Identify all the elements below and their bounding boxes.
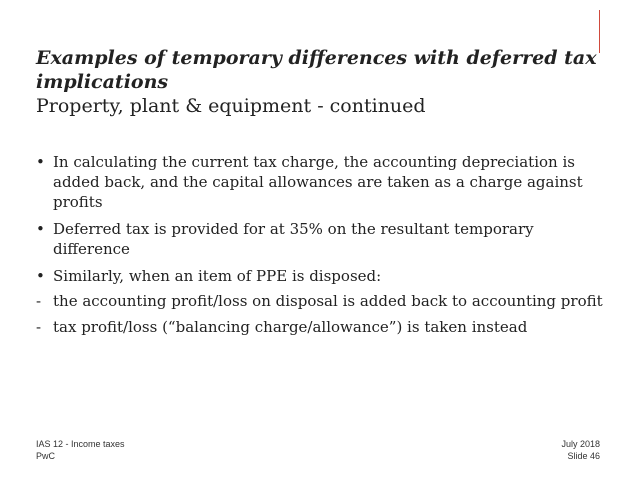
sub-bullet-list [36,291,608,337]
bullet-text: Deferred tax is provided for at 35% on the resultant temporary difference [53,220,534,258]
footer-left [36,438,125,462]
sub-bullet-marker: - [36,318,42,336]
slide-title: Examples of temporary differences with deferred tax implications [36,47,597,93]
bullet-item [36,266,608,286]
bullet-marker: • [36,267,45,285]
sub-bullet-item [36,317,608,337]
sub-bullet-text: tax profit/loss (“balancing charge/allowance”) is taken instead [53,318,528,336]
bullet-list [36,152,608,343]
bullet-marker: • [36,153,45,171]
bullet-item [36,152,608,212]
bullet-text: In calculating the current tax charge, the accounting depreciation is added back, and the capital allowances are taken as a charge against profits [53,153,583,211]
footer-company: PwC [36,451,56,461]
sub-bullet-text: the accounting profit/loss on disposal is added back to accounting profit [53,292,603,310]
bullet-item [36,219,608,259]
bullet-marker: • [36,220,45,238]
sub-bullet-item [36,291,608,311]
footer-right [561,438,600,462]
bullet-text: Similarly, when an item of PPE is disposed: [53,267,382,285]
footer-date: July 2018 [561,439,600,449]
footer-slide-number: Slide 46 [567,451,600,461]
title-block [36,46,606,118]
sub-bullet-marker: - [36,292,42,310]
slide-subtitle: Property, plant & equipment - continued [36,95,426,117]
footer-topic: IAS 12 - Income taxes [36,439,125,449]
